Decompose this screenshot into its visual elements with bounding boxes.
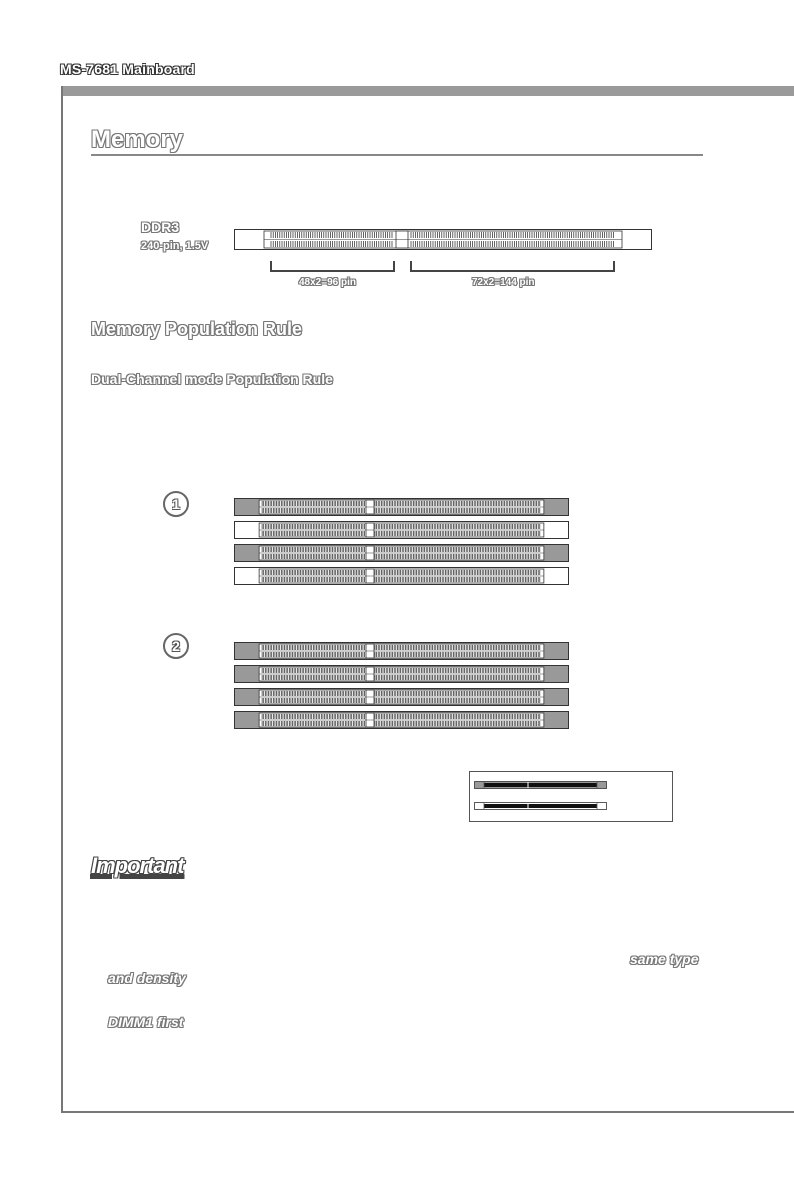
step-2-slot-diagram bbox=[234, 642, 570, 732]
population-rule-heading: Memory Population Rule bbox=[91, 319, 303, 339]
frame-bottom-border bbox=[61, 1111, 794, 1113]
section-title: Memory bbox=[91, 126, 184, 153]
emphasis-density: and density bbox=[108, 970, 186, 986]
dimm-slot bbox=[235, 545, 569, 562]
slot-legend-graphic bbox=[470, 772, 674, 823]
ddr3-module-diagram bbox=[234, 229, 652, 251]
pin-count-right: 72x2=144 pin bbox=[472, 277, 535, 288]
emphasis-same-type: same type bbox=[630, 951, 699, 967]
dimm-slot bbox=[235, 689, 569, 706]
dual-channel-heading: Dual-Channel mode Population Rule bbox=[91, 371, 333, 387]
dimm-slot bbox=[235, 666, 569, 683]
right-pin-bracket bbox=[411, 261, 614, 271]
section-title-rule bbox=[91, 154, 703, 156]
emphasis-dimm1-first: DIMM1 first bbox=[108, 1014, 184, 1030]
step-1-badge: 1 bbox=[163, 491, 189, 517]
step-1-slot-diagram bbox=[234, 498, 570, 588]
important-heading: Important bbox=[91, 853, 184, 878]
dimm-slot bbox=[235, 522, 569, 539]
header-bar bbox=[61, 86, 794, 96]
pin-count-brackets bbox=[234, 259, 652, 275]
pin-count-left: 48x2=96 pin bbox=[299, 277, 356, 288]
slot-legend bbox=[469, 771, 673, 822]
ddr3-label: DDR3 bbox=[141, 219, 180, 235]
running-head: MS-7681 Mainboard bbox=[60, 61, 195, 77]
left-pin-bracket bbox=[271, 261, 394, 271]
step-2-badge: 2 bbox=[163, 633, 189, 659]
dimm-slot bbox=[235, 643, 569, 660]
dimm-slot bbox=[235, 712, 569, 729]
ddr3-spec: 240-pin, 1.5V bbox=[141, 240, 209, 252]
dimm-slot bbox=[235, 568, 569, 585]
ddr3-module bbox=[235, 230, 652, 250]
legend-empty-slot bbox=[475, 803, 607, 810]
frame-left-border bbox=[61, 86, 63, 1113]
legend-installed-slot bbox=[475, 782, 607, 789]
dimm-slot bbox=[235, 499, 569, 516]
